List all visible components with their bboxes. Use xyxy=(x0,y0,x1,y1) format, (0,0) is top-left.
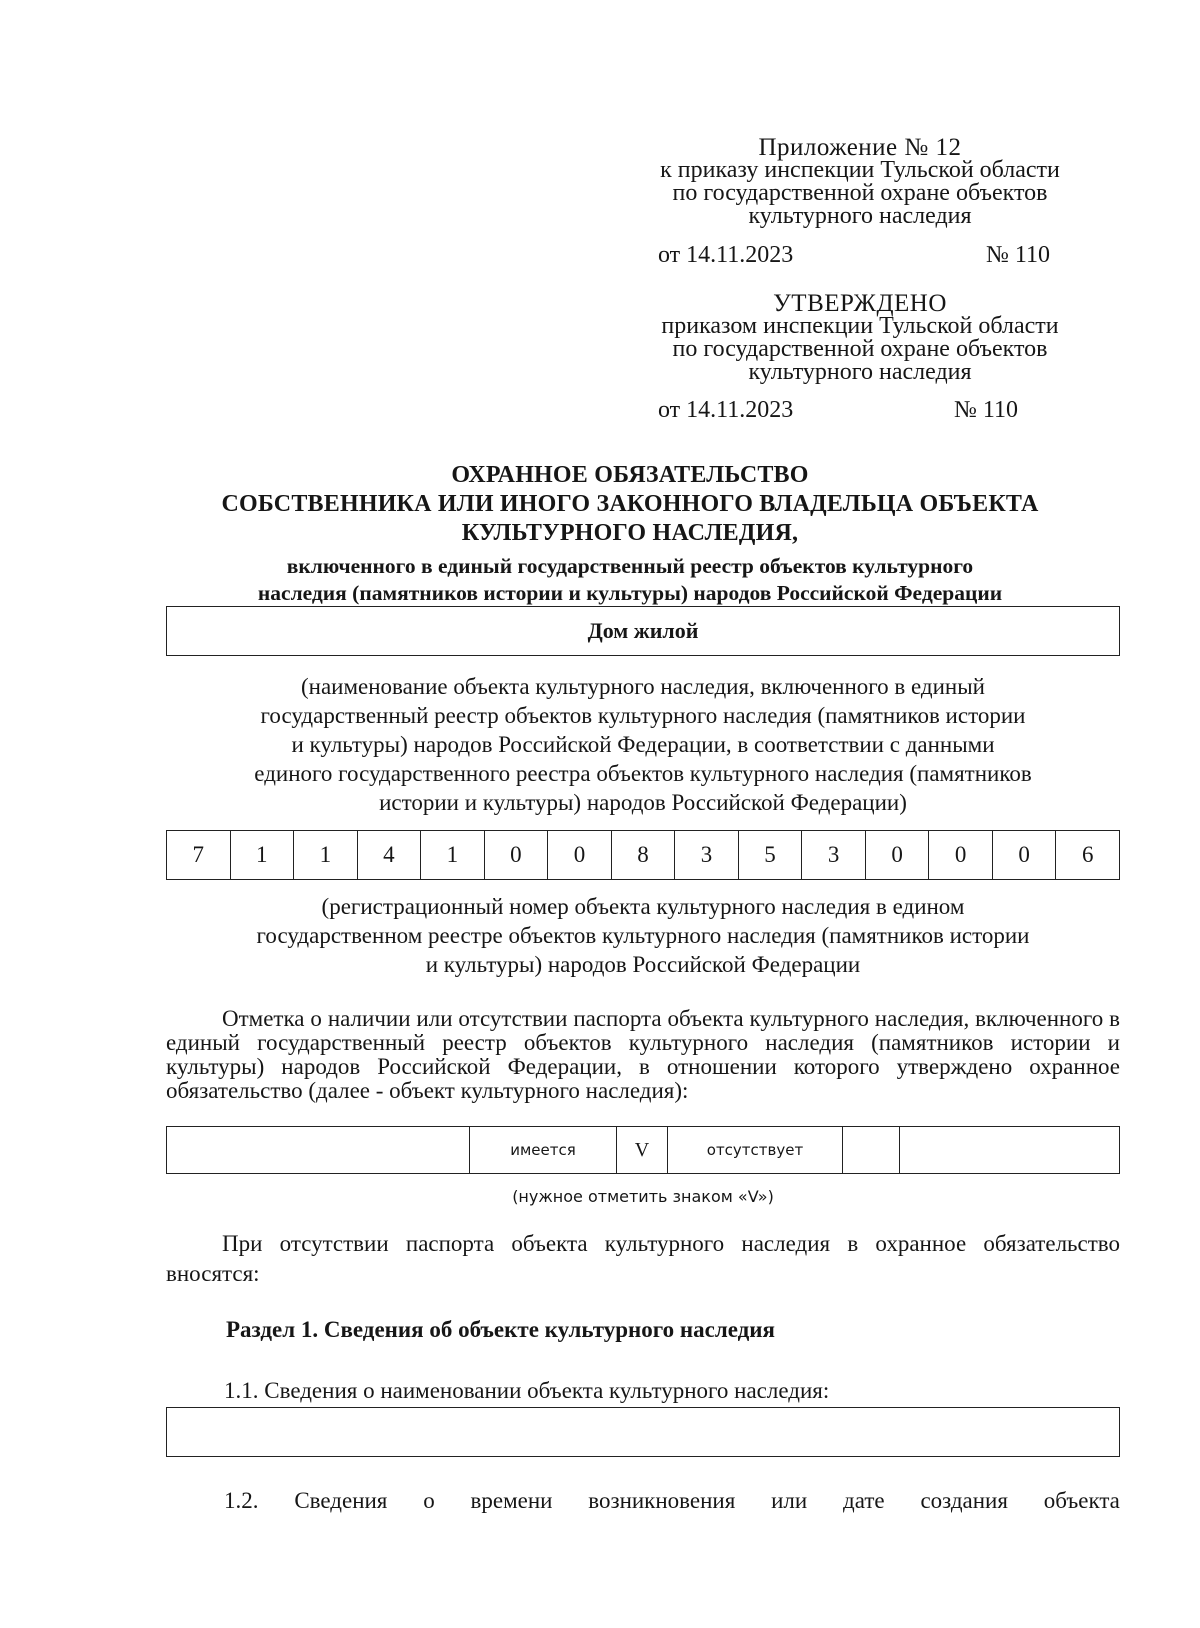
item-1-2-word: создания xyxy=(920,1488,1008,1513)
subtitle-line-2: наследия (памятников истории и культуры) народов Российской Федерации xyxy=(257,581,1003,605)
item-1-2-word: возникновения xyxy=(588,1488,736,1513)
item-1-2-word: объекта xyxy=(1043,1488,1120,1513)
registration-caption-line: государственном реестре объектов культурного наследия (памятников истории xyxy=(256,923,1030,948)
item-1-2-word: или xyxy=(771,1488,808,1513)
object-name: Дом жилой xyxy=(587,618,699,643)
registration-digit: 3 xyxy=(675,831,739,879)
registration-digit: 8 xyxy=(612,831,676,879)
registration-digit: 4 xyxy=(358,831,422,879)
passport-trailing-cell xyxy=(900,1127,1119,1173)
item-1-1-label: 1.1. Сведения о наименовании объекта культурного наследия: xyxy=(224,1378,830,1403)
registration-digit: 0 xyxy=(485,831,549,879)
absence-paragraph: При отсутствии паспорта объекта культурного наследия в охранное обязательство вносятся: xyxy=(166,1231,1120,1286)
passport-present-label: имеется xyxy=(470,1127,617,1173)
title-line-1: ОХРАННОЕ ОБЯЗАТЕЛЬСТВО xyxy=(451,462,809,488)
registration-digit: 3 xyxy=(802,831,866,879)
annex-line-4: культурного наследия xyxy=(748,203,972,229)
passport-present-mark[interactable]: V xyxy=(617,1127,668,1173)
approved-title: УТВЕРЖДЕНО xyxy=(773,290,947,317)
item-1-2-word: о xyxy=(423,1488,435,1513)
title-line-3: КУЛЬТУРНОГО НАСЛЕДИЯ, xyxy=(461,520,799,546)
passport-absent-mark[interactable] xyxy=(843,1127,900,1173)
approved-date: от 14.11.2023 xyxy=(658,397,794,423)
passport-blank-cell xyxy=(167,1127,470,1173)
registration-caption xyxy=(166,892,1120,979)
passport-table xyxy=(166,1126,1120,1174)
annex-line-2: к приказу инспекции Тульской области xyxy=(660,157,1060,183)
passport-absent-label: отсутствует xyxy=(668,1127,843,1173)
registration-number-table xyxy=(166,830,1120,880)
approved-line-2: приказом инспекции Тульской области xyxy=(661,313,1059,339)
registration-digit: 1 xyxy=(294,831,358,879)
object-name-caption-line: единого государственного реестра объектов культурного наследия (памятников xyxy=(254,761,1032,786)
annex-line-3: по государственной охране объектов xyxy=(672,180,1048,206)
registration-digit: 1 xyxy=(231,831,295,879)
object-name-box xyxy=(166,606,1120,656)
object-name-caption-line: и культуры) народов Российской Федерации, в соответствии с данными xyxy=(291,732,995,757)
object-name-caption-line: истории и культуры) народов Российской Федерации) xyxy=(379,790,907,815)
registration-digit: 1 xyxy=(421,831,485,879)
subtitle-line-1: включенного в единый государственный реестр объектов культурного xyxy=(286,554,974,578)
registration-caption-line: и культуры) народов Российской Федерации xyxy=(425,952,861,977)
passport-note: (нужное отметить знаком «V») xyxy=(512,1187,774,1206)
registration-digit: 0 xyxy=(866,831,930,879)
passport-paragraph: Отметка о наличии или отсутствии паспорта объекта культурного наследия, включенного в единый государственный реестр объектов культурного наследия (памятников истории и культуры) народов Российской Федерации, в отношении которого утверждено охранное обязательство (далее - объект культурного наследия): xyxy=(166,1006,1120,1103)
document-subtitle xyxy=(160,553,1100,607)
annex-title: Приложение № 12 xyxy=(758,134,962,161)
item-1-2-word: времени xyxy=(470,1488,553,1513)
approved-line-3: по государственной охране объектов xyxy=(672,336,1048,362)
item-1-2-word: дате xyxy=(843,1488,885,1513)
title-line-2: СОБСТВЕННИКА ИЛИ ИНОГО ЗАКОННОГО ВЛАДЕЛЬЦА ОБЪЕКТА xyxy=(221,491,1039,517)
registration-digit: 0 xyxy=(929,831,993,879)
approved-header xyxy=(600,292,1120,384)
object-name-caption-line: государственный реестр объектов культурного наследия (памятников истории xyxy=(260,703,1026,728)
registration-digit: 0 xyxy=(548,831,612,879)
approved-number: № 110 xyxy=(954,397,1019,423)
object-name-caption-line: (наименование объекта культурного наследия, включенного в единый xyxy=(300,674,985,699)
registration-digit: 6 xyxy=(1081,842,1094,867)
annex-date: от 14.11.2023 xyxy=(658,242,794,268)
document-title xyxy=(160,461,1100,548)
item-1-2-word: 1.2. xyxy=(224,1488,259,1513)
annex-header xyxy=(600,136,1120,228)
approved-line-4: культурного наследия xyxy=(748,359,972,385)
registration-digit: 5 xyxy=(739,831,803,879)
annex-number: № 110 xyxy=(986,242,1051,268)
item-1-2-label xyxy=(224,1488,1120,1514)
registration-digit: 7 xyxy=(167,831,231,879)
registration-digit: 0 xyxy=(993,831,1057,879)
registration-caption-line: (регистрационный номер объекта культурного наследия в едином xyxy=(321,894,965,919)
item-1-2-word: Сведения xyxy=(294,1488,388,1513)
section-1-title: Раздел 1. Сведения об объекте культурного наследия xyxy=(226,1317,775,1342)
item-1-1-field[interactable] xyxy=(166,1407,1120,1457)
object-name-caption xyxy=(166,672,1120,817)
